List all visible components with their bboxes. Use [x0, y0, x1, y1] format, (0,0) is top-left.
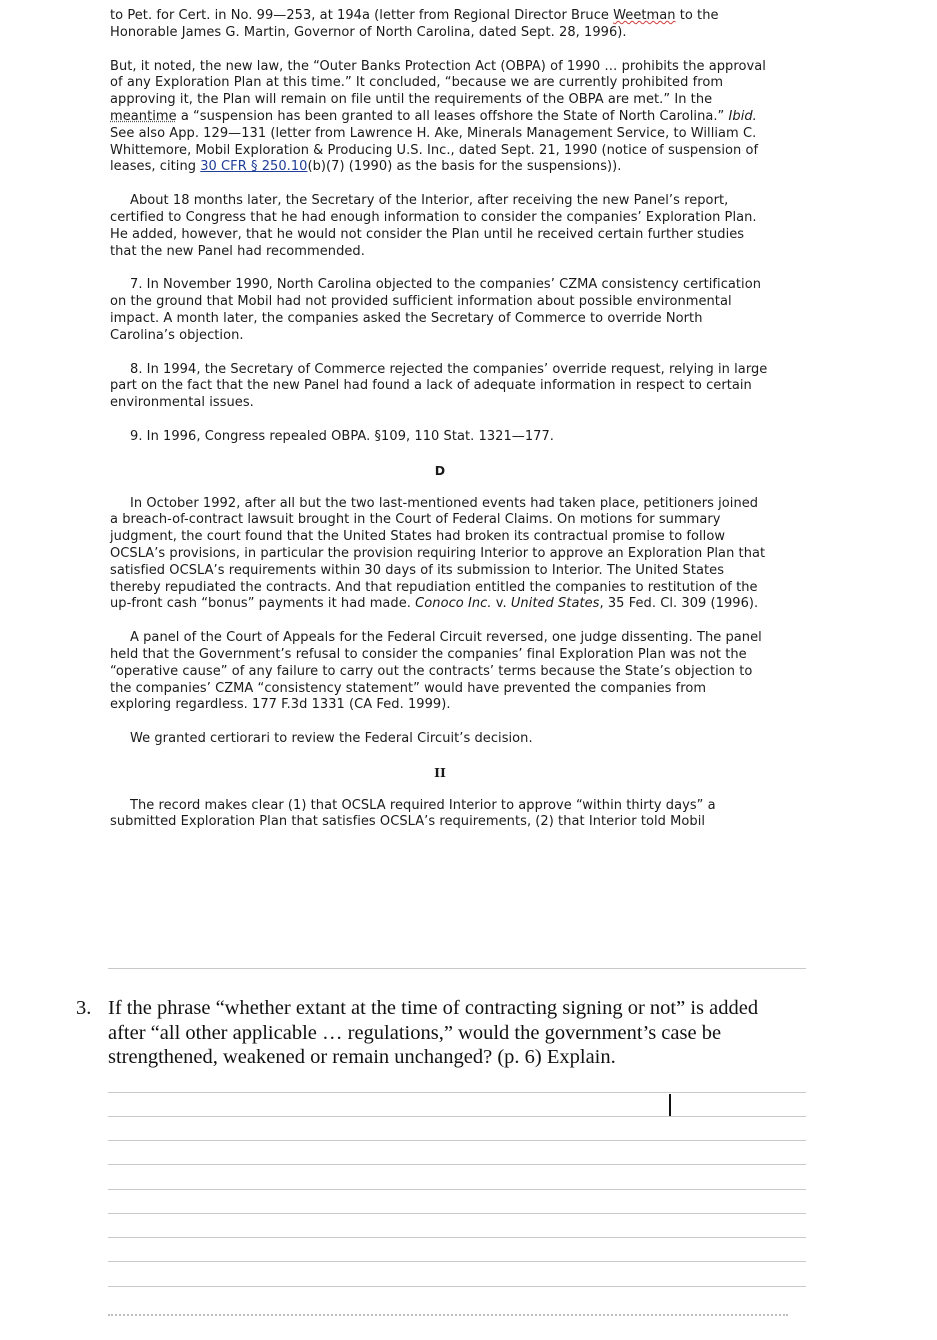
cut-off-text-line [108, 1314, 788, 1316]
answer-line[interactable] [108, 1140, 806, 1141]
paragraph-obpa: But, it noted, the new law, the “Outer Banks Protection Act (OBPA) of 1990 … prohibits the approval of any Exploration Plan at this time.” It concluded, “because we are currently prohibited from approving it, the Plan will remain on file until the requirements of the OBPA are met.” In the meantime a “suspension has been granted to all leases offshore the State of North Carolina.” Ibid. See also App. 129—131 (letter from Lawrence H. Ake, Minerals Management Service, to William C. Whittemore, Mobil Exploration & Producing U.S. Inc., dated Sept. 21, 1990 (notice of suspension of leases, citing 30 CFR § 250.10(b)(7) (1990) as the basis for the suspensions)). [110, 58, 766, 175]
misspelled-word[interactable]: Weetman [613, 8, 676, 23]
answer-line[interactable] [108, 1164, 806, 1165]
paragraph-federal-circuit: A panel of the Court of Appeals for the Federal Circuit reversed, one judge dissenting. The panel held that the Government’s refusal to consider the companies’ final Exploration Plan was not the “operative cause” of any failure to carry out the contracts’ terms because the State’s objection to the companies’ CZMA “consistency statement” would have prevented the companies from exploring regardless. 177 F.3d 1331 (CA Fed. 1999). [110, 630, 762, 713]
question-text: If the phrase “whether extant at the time of contracting signing or not” is added after “all other applicable … regulations,” would the government’s case be strengthened, weakened or remain unchanged? (p. 6) Explain. [108, 997, 759, 1068]
section-heading-ii: II [434, 764, 446, 780]
opinion-excerpt [110, 8, 770, 848]
answer-line[interactable] [108, 1116, 806, 1117]
answer-line[interactable] [108, 1286, 806, 1287]
answer-line[interactable] [108, 1189, 806, 1190]
text-cursor [669, 1094, 671, 1116]
answer-line[interactable] [108, 1261, 806, 1262]
cfr-citation-link[interactable]: 30 CFR § 250.10 [200, 159, 308, 175]
question-number: 3. [76, 997, 92, 1019]
section-heading-d: D [434, 462, 446, 478]
answer-line[interactable] [108, 1237, 806, 1238]
answer-line[interactable] [108, 1092, 806, 1093]
paragraph-certiorari: We granted certiorari to review the Federal Circuit’s decision. [130, 731, 533, 747]
paragraph-lawsuit: In October 1992, after all but the two last-mentioned events had taken place, petitioners joined a breach-of-contract lawsuit brought in the Court of Federal Claims. On motions for summary judgment, the court found that the United States had broken its contractual promise to follow OCSLA’s provisions, in particular the provision requiring Interior to approve an Exploration Plan that satisfied OCSLA’s requirements within 30 days of its submission to Interior. The United States thereby repudiated the contracts. And that repudiation entitled the companies to restitution of the up-front cash “bonus” payments it had made. Conoco Inc. v. United States, 35 Fed. Cl. 309 (1996). [110, 495, 766, 612]
paragraph-item-9: 9. In 1996, Congress repealed OBPA. §109, 110 Stat. 1321—177. [130, 428, 554, 444]
answer-line[interactable] [108, 1213, 806, 1214]
paragraph-letter-citation: to Pet. for Cert. in No. 99—253, at 194a (letter from Regional Director Bruce Weetman to the Honorable James G. Martin, Governor of North Carolina, dated Sept. 28, 1996). [110, 8, 719, 40]
paragraph-record: The record makes clear (1) that OCSLA required Interior to approve “within thirty days” a submitted Exploration Plan that satisfies OCSLA’s requirements, (2) that Interior told Mobil [110, 797, 716, 830]
annotated-word[interactable]: meantime [110, 108, 177, 124]
paragraph-item-8: 8. In 1994, the Secretary of Commerce rejected the companies’ override request, relying in large part on the fact that the new Panel had found a lack of adequate information in respect to certain environmental issues. [110, 361, 768, 411]
question-3 [76, 996, 796, 1070]
answer-line[interactable] [108, 968, 806, 969]
paragraph-secretary-interior: About 18 months later, the Secretary of the Interior, after receiving the new Panel’s report, certified to Congress that he had enough information to consider the companies’ Exploration Plan. He added, however, that he would not consider the Plan until he received certain further studies that the new Panel had recommended. [110, 193, 757, 259]
paragraph-item-7: 7. In November 1990, North Carolina objected to the companies’ CZMA consistency certification on the ground that Mobil had not provided sufficient information about possible environmental impact. A month later, the companies asked the Secretary of Commerce to override North Carolina’s objection. [110, 277, 762, 343]
